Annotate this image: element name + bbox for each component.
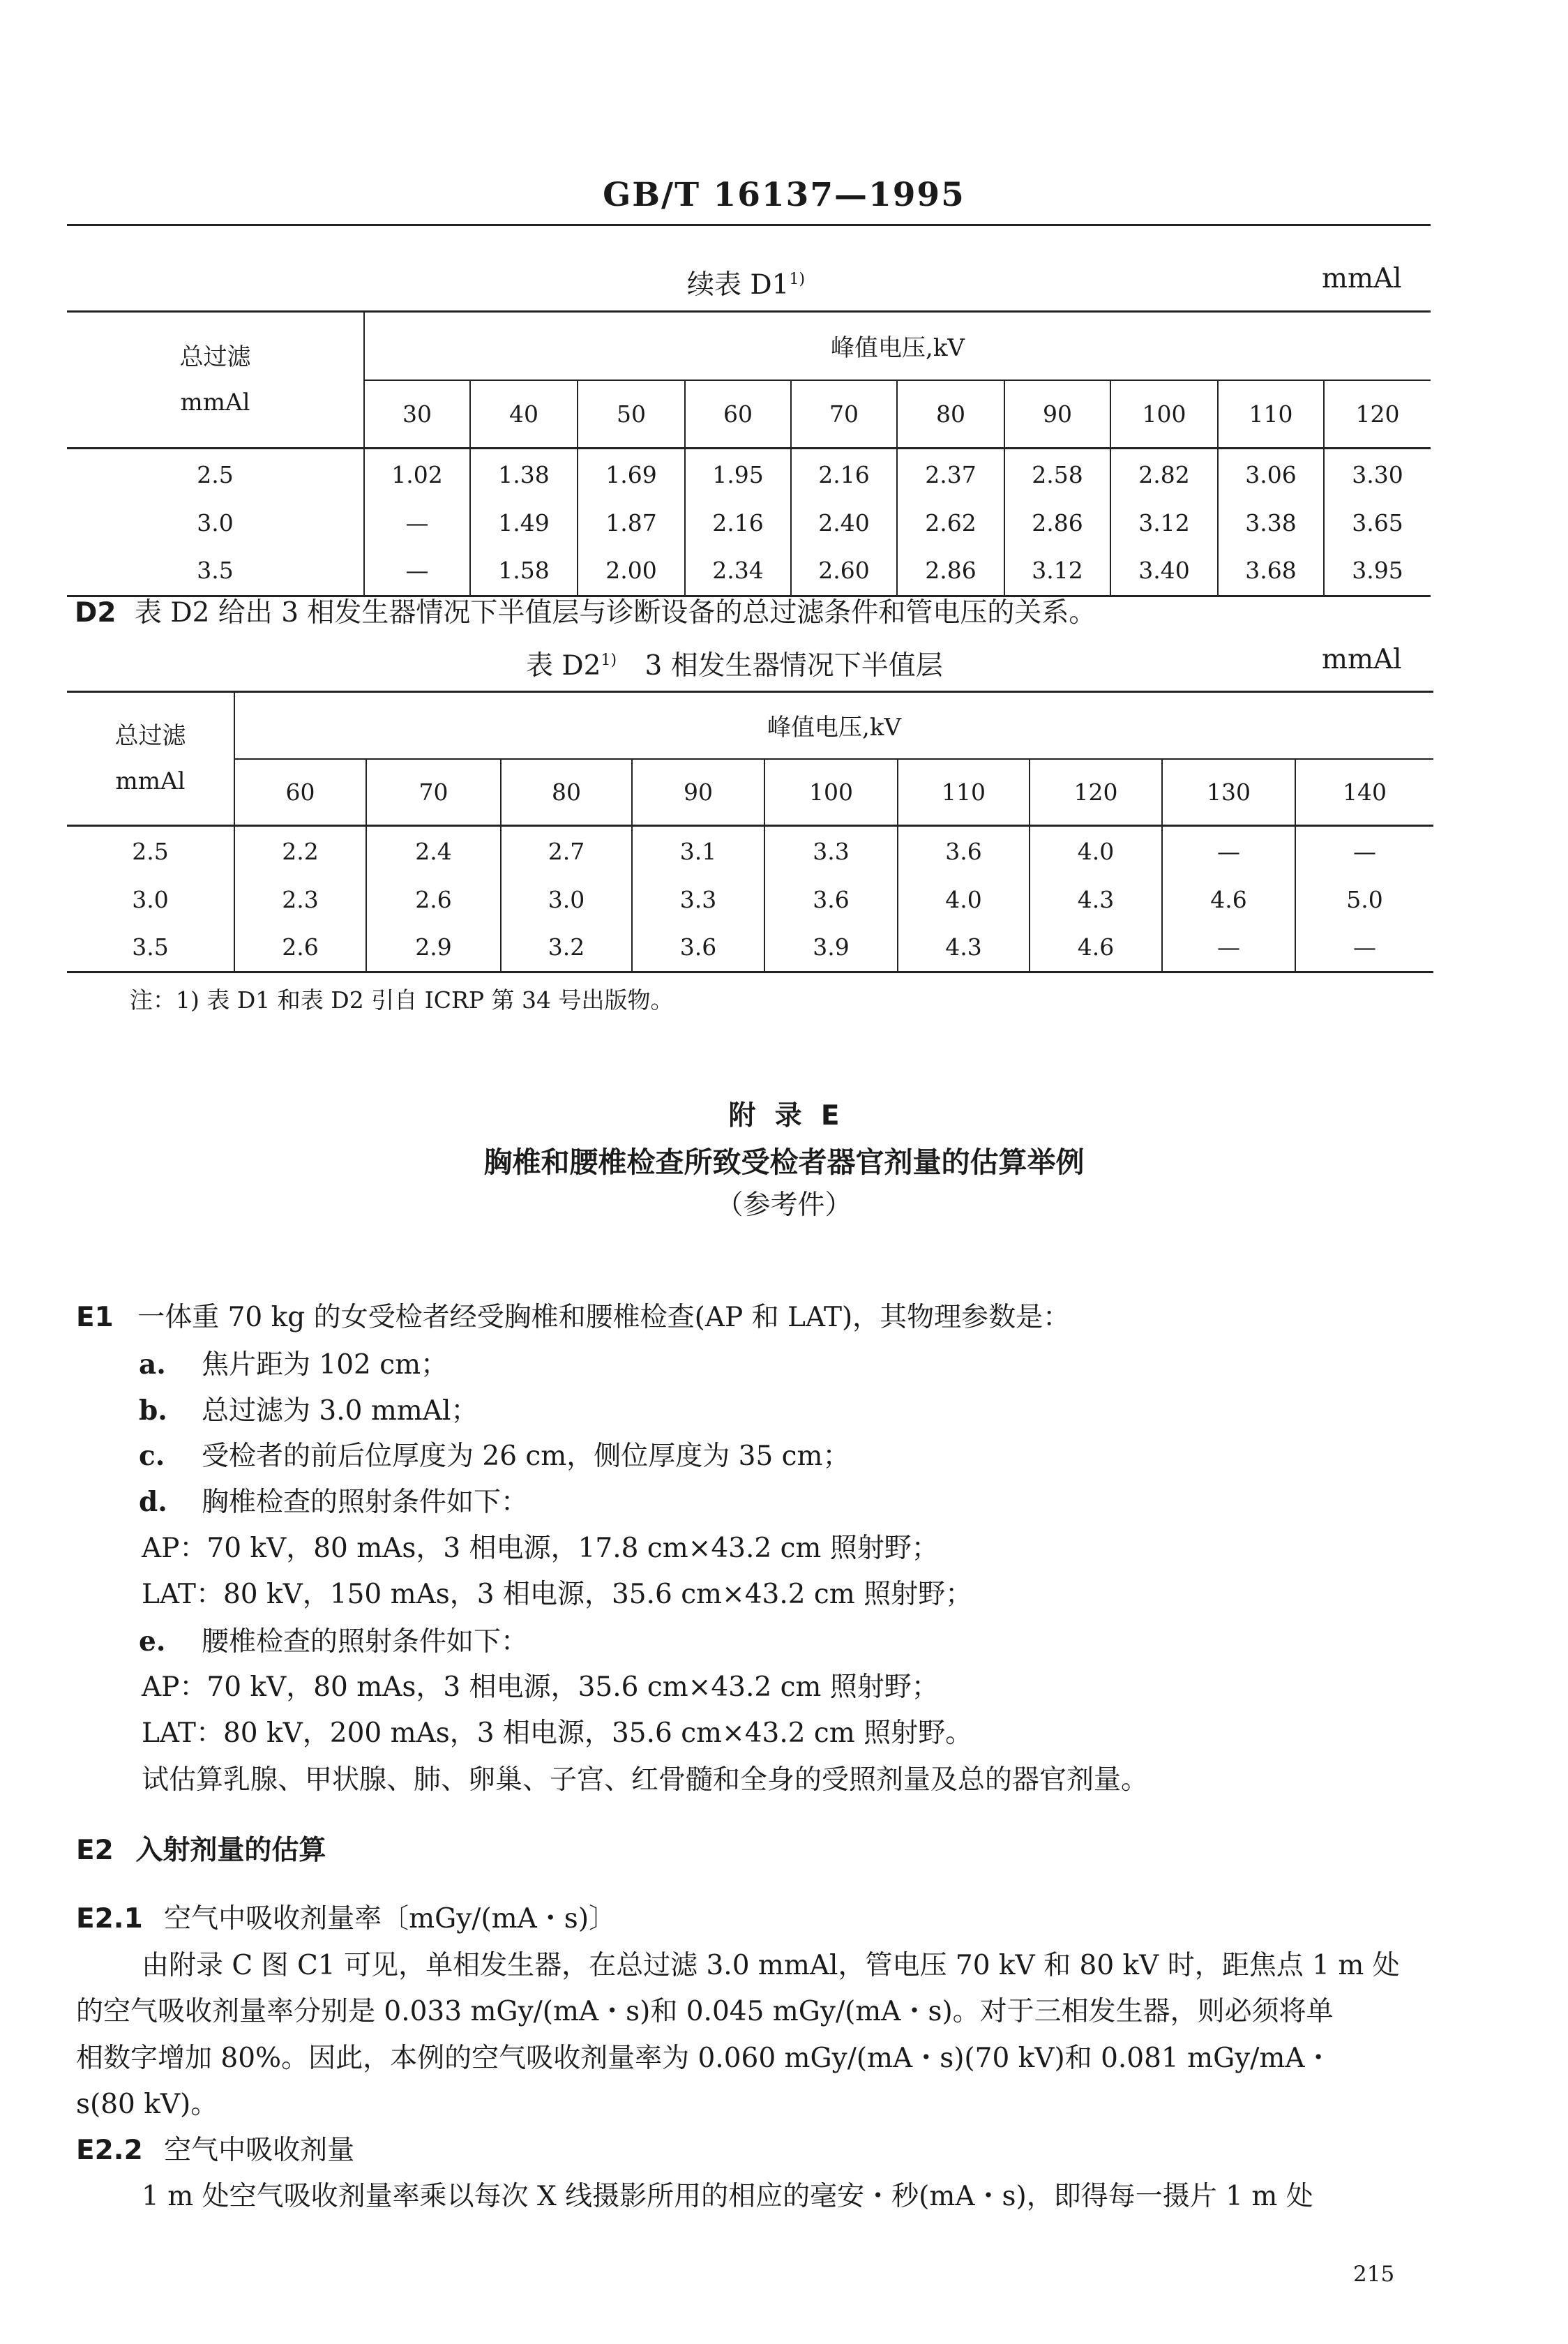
table-cell: 4.3 — [1030, 877, 1162, 923]
table-cell: 3.30 — [1324, 449, 1431, 500]
e2-heading — [76, 1835, 326, 1868]
item-text: 受检者的前后位厚度为 26 cm，侧位厚度为 35 cm； — [202, 1441, 850, 1472]
e1-item-e — [139, 1625, 528, 1659]
e1-item-c — [139, 1440, 850, 1473]
table-cell: — — [364, 546, 470, 596]
table-cell: 3.95 — [1324, 546, 1431, 596]
table-row — [67, 449, 1431, 500]
item-text: 总过滤为 3.0 mmAl； — [202, 1395, 478, 1427]
table-cell: 4.3 — [898, 923, 1030, 972]
table-cell: — — [1295, 923, 1433, 972]
appendix-type: （参考件） — [716, 1189, 852, 1221]
row-header-label: 总过滤 — [179, 343, 251, 371]
table-cell: 2.37 — [897, 449, 1004, 500]
table-cell: 5.0 — [1295, 877, 1433, 923]
table-cell: 3.12 — [1110, 500, 1218, 546]
column-header: 60 — [685, 380, 791, 449]
table-cell: 2.00 — [578, 546, 685, 596]
table-cell: 3.6 — [764, 877, 898, 923]
table-d2-footnote-marker: 1) — [601, 652, 617, 669]
table-row — [67, 500, 1431, 546]
section-d2-text: 表 D2 给出 3 相发生器情况下半值层与诊断设备的总过滤条件和管电压的关系。 — [134, 597, 1096, 629]
table-cell: 2.6 — [234, 923, 366, 972]
row-filter: 3.5 — [67, 923, 234, 972]
table-cell: 3.6 — [632, 923, 764, 972]
table-cell: 3.3 — [764, 826, 898, 877]
table-row — [67, 877, 1433, 923]
table-cell: — — [364, 500, 470, 546]
e2-2-line: 1 m 处空气吸收剂量率乘以每次 X 线摄影所用的相应的毫安・秒(mA・s)，即得每一摄片 1 m 处 — [142, 2181, 1313, 2212]
e2-1-line: s(80 kV)。 — [76, 2089, 218, 2120]
e1-intro-text: 一体重 70 kg 的女受检者经受胸椎和腰椎检查(AP 和 LAT)，其物理参数是： — [137, 1302, 1071, 1333]
column-header: 90 — [1004, 380, 1110, 449]
e1-item-a — [139, 1348, 448, 1382]
column-header: 70 — [791, 380, 897, 449]
table-cell: 3.38 — [1218, 500, 1324, 546]
column-header: 120 — [1324, 380, 1431, 449]
column-header: 90 — [632, 759, 764, 826]
table-cell: 2.6 — [366, 877, 501, 923]
column-header: 110 — [898, 759, 1030, 826]
table-d2-caption-title: 3 相发生器情况下半值层 — [644, 650, 943, 682]
table-cell: 2.16 — [791, 449, 897, 500]
table-cell: 3.9 — [764, 923, 898, 972]
column-header: 100 — [1110, 380, 1218, 449]
table-cell: 2.9 — [366, 923, 501, 972]
column-header: 80 — [897, 380, 1004, 449]
table-row — [67, 826, 1433, 877]
e1-label: E1 — [76, 1302, 114, 1333]
table-cell: 2.7 — [501, 826, 632, 877]
table-cell: 2.60 — [791, 546, 897, 596]
table-row — [67, 923, 1433, 972]
e2-1-line: 由附录 C 图 C1 可见，单相发生器，在总过滤 3.0 mmAl，管电压 70 kV 和 80 kV 时，距焦点 1 m 处 — [142, 1950, 1400, 1981]
item-marker: b. — [139, 1395, 167, 1427]
row-header-unit: mmAl — [115, 767, 186, 795]
table-d1-column-group-header: 峰值电压,kV — [364, 312, 1431, 380]
e2-2-heading — [76, 2135, 354, 2168]
item-text: 腰椎检查的照射条件如下： — [202, 1626, 529, 1658]
table-row — [67, 546, 1431, 596]
table-d2-caption-label: 表 D2 — [526, 650, 601, 682]
table-cell: 2.86 — [1004, 500, 1110, 546]
item-marker: d. — [139, 1486, 167, 1518]
page-number: 215 — [1353, 2262, 1395, 2287]
table-cell: 3.0 — [501, 877, 632, 923]
table-cell: 3.40 — [1110, 546, 1218, 596]
table-cell: 1.87 — [578, 500, 685, 546]
column-header: 30 — [364, 380, 470, 449]
table-d1 — [67, 310, 1431, 597]
row-filter: 2.5 — [67, 449, 364, 500]
row-filter: 2.5 — [67, 826, 234, 877]
table-cell: 4.0 — [898, 877, 1030, 923]
column-header: 120 — [1030, 759, 1162, 826]
standard-code: GB/T 16137—1995 — [603, 176, 965, 214]
table-cell: 2.16 — [685, 500, 791, 546]
table-cell: — — [1162, 923, 1295, 972]
column-header: 50 — [578, 380, 685, 449]
column-header: 130 — [1162, 759, 1295, 826]
e2-1-title: 空气中吸收剂量率〔mGy/(mA・s)〕 — [164, 1903, 617, 1934]
row-filter: 3.5 — [67, 546, 364, 596]
e2-1-line: 的空气吸收剂量率分别是 0.033 mGy/(mA・s)和 0.045 mGy/(mA・s)。对于三相发生器，则必须将单 — [76, 1996, 1334, 2027]
table-d1-caption — [687, 263, 805, 302]
table-cell: 1.02 — [364, 449, 470, 500]
e2-2-title: 空气中吸收剂量 — [164, 2135, 355, 2166]
e2-label: E2 — [76, 1835, 114, 1866]
e1-intro — [76, 1302, 1070, 1335]
table-cell: 1.49 — [470, 500, 578, 546]
e2-1-heading — [76, 1903, 616, 1936]
table-cell: 4.0 — [1030, 826, 1162, 877]
table-cell: 1.58 — [470, 546, 578, 596]
table-cell: 1.69 — [578, 449, 685, 500]
e1-lumbar-lat: LAT：80 kV，200 mAs，3 相电源，35.6 cm×43.2 cm 照射野。 — [142, 1718, 973, 1749]
header-rule — [67, 224, 1431, 226]
table-d1-row-header — [67, 312, 364, 449]
item-marker: c. — [139, 1440, 165, 1472]
table-cell: 3.06 — [1218, 449, 1324, 500]
section-d2 — [75, 597, 1096, 630]
table-cell: 1.38 — [470, 449, 578, 500]
table-d1-unit: mmAl — [1322, 263, 1402, 294]
row-filter: 3.0 — [132, 886, 169, 913]
table-cell: 3.1 — [632, 826, 764, 877]
e2-1-line: 相数字增加 80%。因此，本例的空气吸收剂量率为 0.060 mGy/(mA・s)(70 kV)和 0.081 mGy/mA・ — [76, 2043, 1332, 2074]
table-cell: 2.62 — [897, 500, 1004, 546]
column-header: 100 — [764, 759, 898, 826]
table-cell: 2.40 — [791, 500, 897, 546]
e1-thoracic-ap: AP：70 kV，80 mAs，3 相电源，17.8 cm×43.2 cm 照射野； — [142, 1533, 939, 1564]
table-cell: — — [1295, 826, 1433, 877]
table-cell: 2.3 — [234, 877, 366, 923]
table-note: 注：1) 表 D1 和表 D2 引自 ICRP 第 34 号出版物。 — [130, 986, 674, 1014]
table-d2-column-group-header: 峰值电压,kV — [234, 692, 1433, 759]
table-cell: 1.95 — [685, 449, 791, 500]
table-d2-unit: mmAl — [1322, 644, 1402, 675]
table-cell: 2.58 — [1004, 449, 1110, 500]
table-d2-caption — [526, 644, 943, 683]
table-cell: 3.6 — [898, 826, 1030, 877]
table-d2-row-header — [67, 692, 234, 826]
row-header-unit: mmAl — [180, 388, 250, 416]
table-cell: 4.6 — [1030, 923, 1162, 972]
column-header: 110 — [1218, 380, 1324, 449]
table-cell: 3.68 — [1218, 546, 1324, 596]
table-d1-caption-text: 续表 D1 — [687, 269, 790, 301]
column-header: 40 — [470, 380, 578, 449]
e1-lumbar-ap: AP：70 kV，80 mAs，3 相电源，35.6 cm×43.2 cm 照射野； — [142, 1671, 939, 1703]
table-cell: 2.34 — [685, 546, 791, 596]
table-d2 — [67, 691, 1433, 973]
appendix-title: 胸椎和腰椎检查所致受检者器官剂量的估算举例 — [483, 1145, 1085, 1179]
e2-2-label: E2.2 — [76, 2135, 143, 2166]
appendix-label: 附 录 E — [728, 1100, 840, 1132]
column-header: 60 — [234, 759, 366, 826]
e1-item-d — [139, 1486, 528, 1519]
column-header: 140 — [1295, 759, 1433, 826]
item-marker: e. — [139, 1625, 166, 1658]
e2-title: 入射剂量的估算 — [135, 1835, 326, 1866]
table-cell: 2.86 — [897, 546, 1004, 596]
column-header: 80 — [501, 759, 632, 826]
item-text: 胸椎检查的照射条件如下： — [202, 1487, 529, 1518]
table-cell: 2.82 — [1110, 449, 1218, 500]
row-filter: 3.0 — [197, 509, 234, 536]
table-cell: 3.12 — [1004, 546, 1110, 596]
section-d2-label: D2 — [75, 597, 116, 629]
column-header: 70 — [366, 759, 501, 826]
item-marker: a. — [139, 1348, 166, 1381]
table-cell: 3.65 — [1324, 500, 1431, 546]
table-cell: 3.3 — [632, 877, 764, 923]
table-cell: 3.2 — [501, 923, 632, 972]
row-header-label: 总过滤 — [114, 721, 186, 750]
table-d1-footnote-marker: 1) — [789, 271, 806, 288]
table-cell: 4.6 — [1162, 877, 1295, 923]
e2-1-label: E2.1 — [76, 1903, 143, 1934]
e1-item-b — [139, 1395, 478, 1428]
e1-thoracic-lat: LAT：80 kV，150 mAs，3 相电源，35.6 cm×43.2 cm 照射野； — [142, 1579, 973, 1610]
item-text: 焦片距为 102 cm； — [202, 1349, 448, 1381]
table-cell: 2.4 — [366, 826, 501, 877]
table-cell: — — [1162, 826, 1295, 877]
e1-task: 试估算乳腺、甲状腺、肺、卵巢、子宫、红骨髓和全身的受照剂量及总的器官剂量。 — [142, 1764, 1149, 1796]
table-cell: 2.2 — [234, 826, 366, 877]
